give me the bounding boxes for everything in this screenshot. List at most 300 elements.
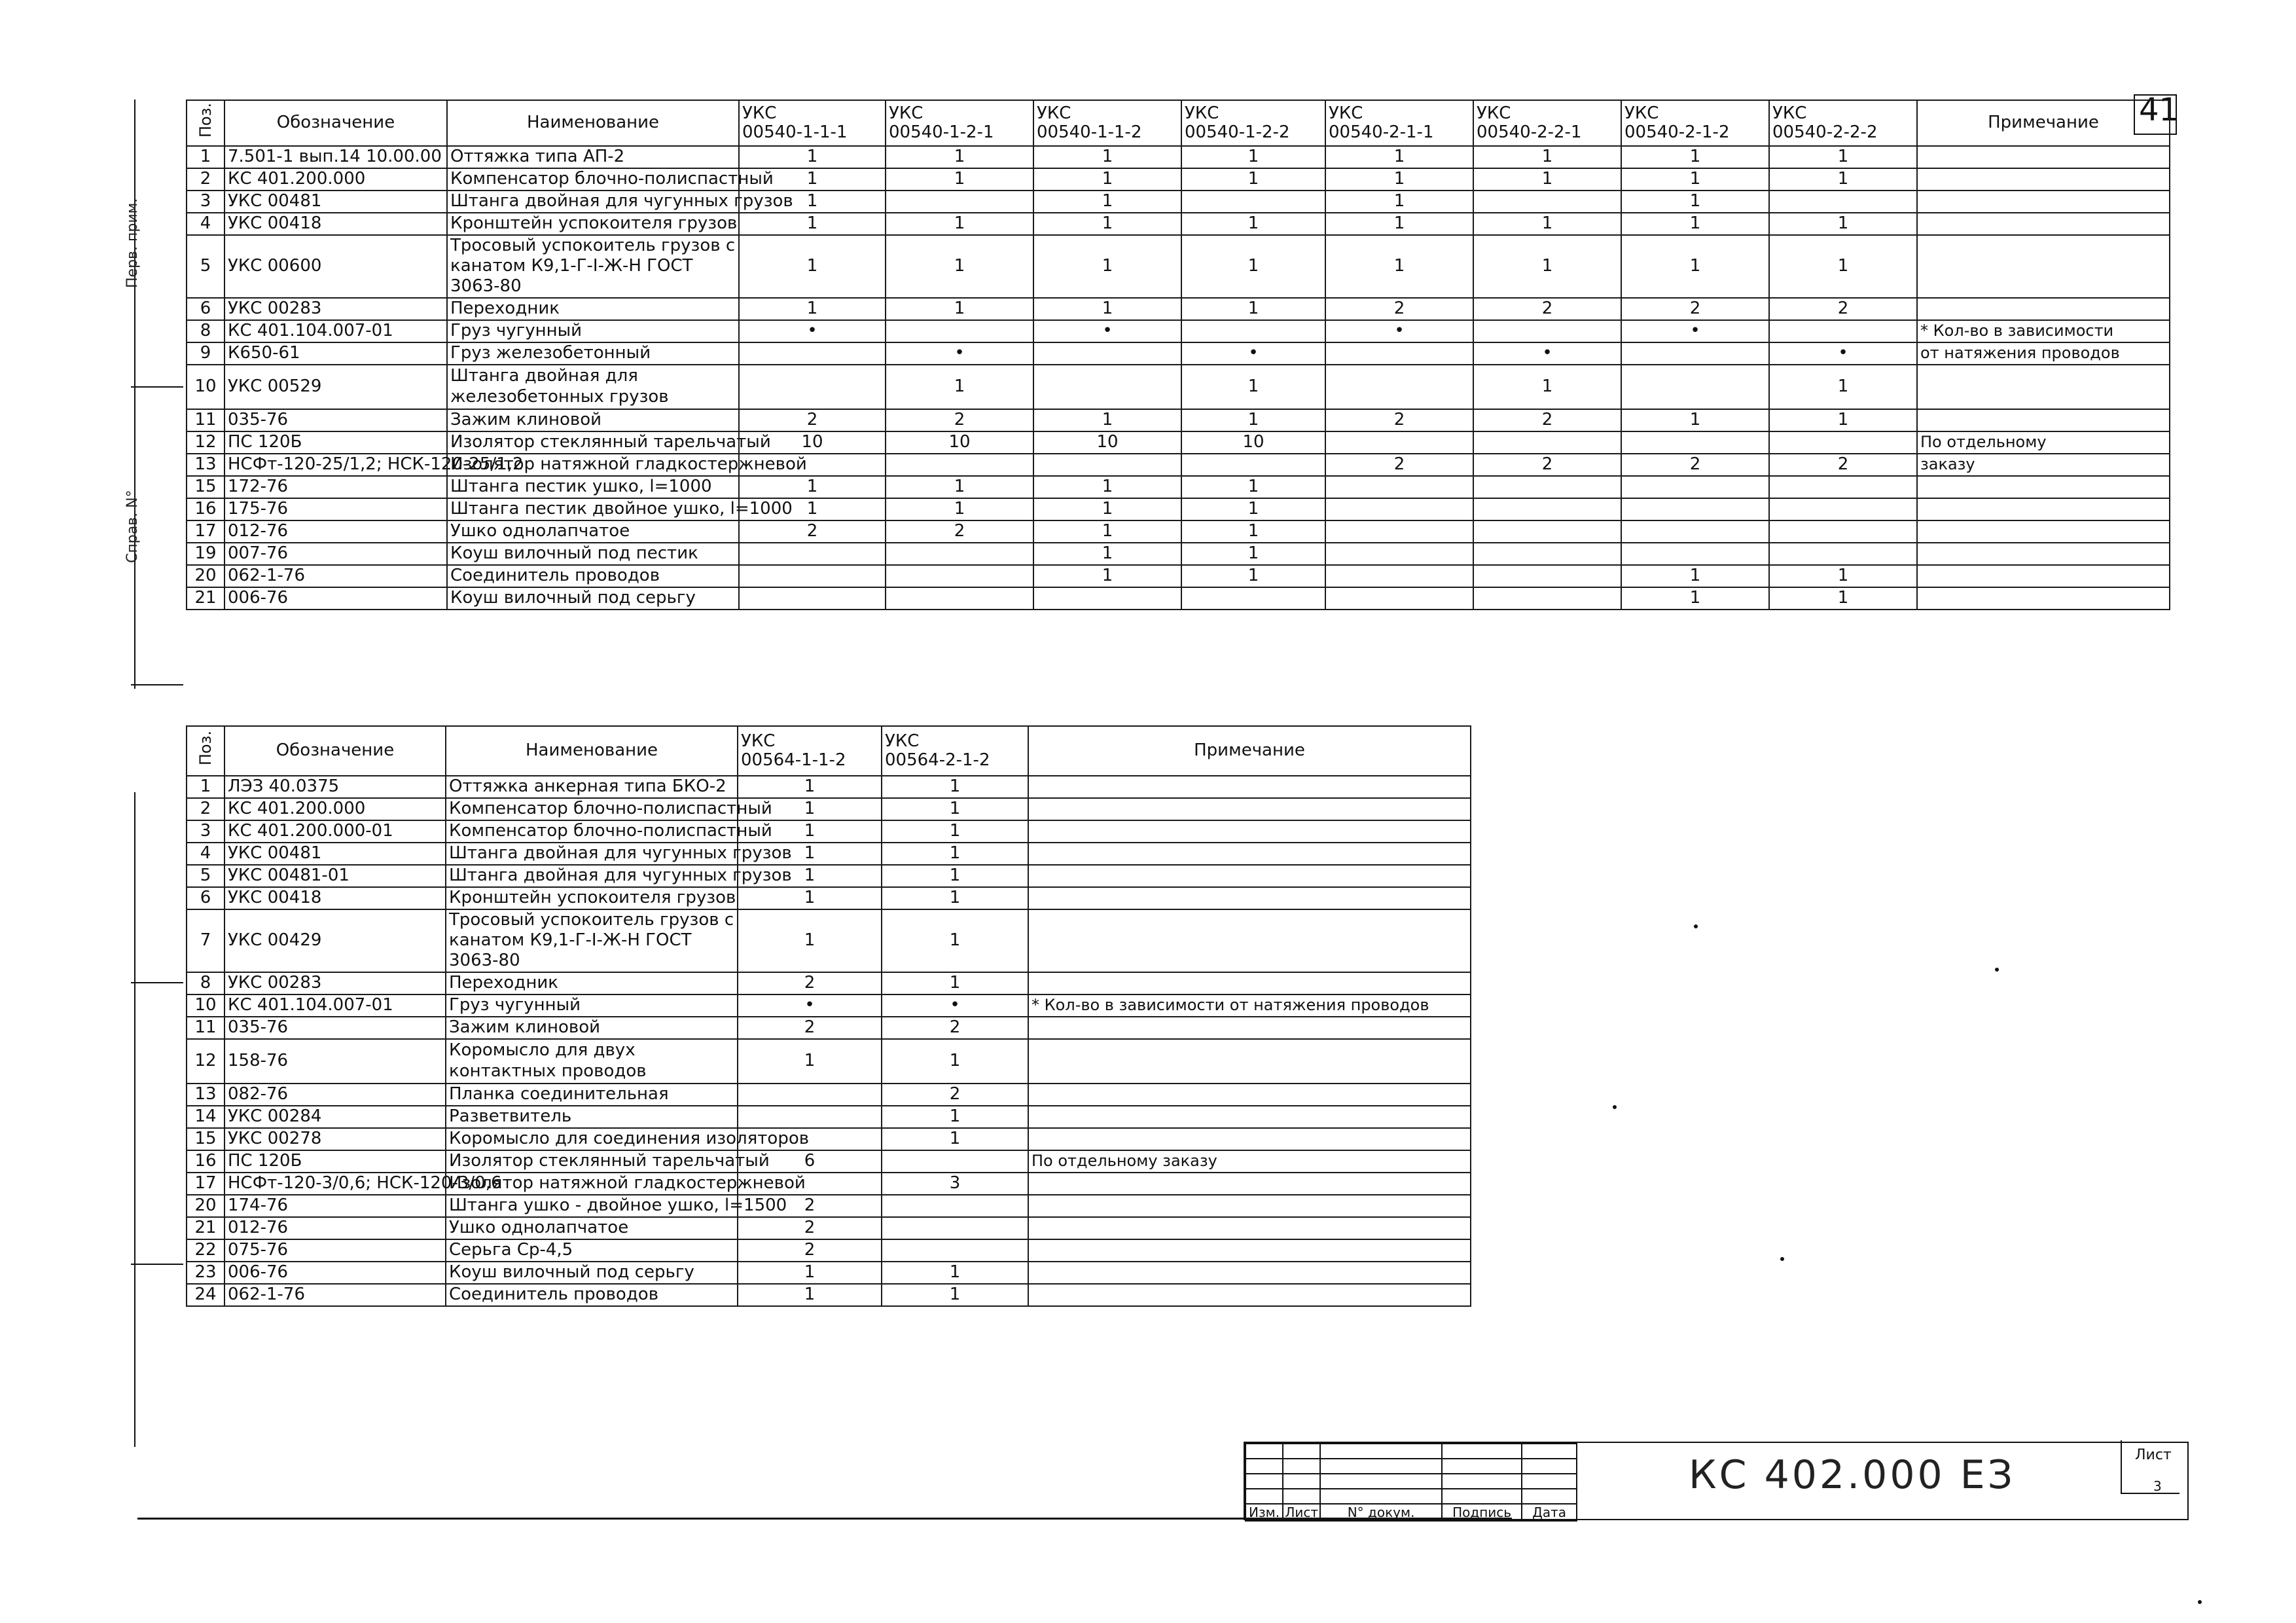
- qty-cell: 1: [882, 843, 1028, 865]
- qty-cell: 1: [886, 235, 1033, 298]
- name-cell: Соединитель проводов: [446, 1284, 738, 1306]
- variant-header: [738, 726, 882, 776]
- qty-cell: [882, 1239, 1028, 1262]
- name-cell: Кронштейн успокоителя грузов: [446, 887, 738, 909]
- table-row: [187, 887, 1471, 909]
- qty-cell: [1621, 431, 1769, 454]
- pos-header-text: Поз.: [196, 103, 215, 138]
- qty-cell: 1: [738, 798, 882, 820]
- table-1-header: [187, 100, 2170, 146]
- table-row: [187, 365, 2170, 409]
- qty-cell: [1473, 543, 1621, 565]
- designation-cell: УКС 00481: [224, 843, 446, 865]
- qty-cell: 1: [1473, 213, 1621, 235]
- designation-cell: 062-1-76: [224, 1284, 446, 1306]
- table-1-body: [187, 146, 2170, 610]
- pos-cell: 13: [187, 454, 224, 476]
- name-header: Наименование: [447, 100, 739, 146]
- pos-cell: 12: [187, 431, 224, 454]
- qty-cell: 1: [1325, 235, 1473, 298]
- qty-cell: [1325, 498, 1473, 520]
- qty-cell: [1769, 520, 1917, 543]
- table-row: [187, 843, 1471, 865]
- qty-cell: 2: [739, 520, 886, 543]
- qty-cell: 1: [739, 235, 886, 298]
- qty-cell: 1: [1621, 409, 1769, 431]
- designation-cell: 012-76: [224, 1217, 446, 1239]
- qty-cell: 1: [739, 498, 886, 520]
- designation-cell: К650-61: [224, 342, 447, 365]
- spec-table-1: [186, 100, 2170, 610]
- name-header: Наименование: [446, 726, 738, 776]
- note-cell: [1028, 972, 1471, 994]
- designation-cell: 172-76: [224, 476, 447, 498]
- name-cell: Изолятор натяжной гладкостержневой: [447, 454, 739, 476]
- note-cell: [1028, 1106, 1471, 1128]
- qty-cell: 1: [738, 843, 882, 865]
- note-cell: По отдельному заказу: [1028, 1150, 1471, 1173]
- qty-cell: 1: [1769, 409, 1917, 431]
- qty-cell: 2: [886, 409, 1033, 431]
- pos-cell: 24: [187, 1284, 224, 1306]
- stamp-label-sheet: Лист: [1283, 1504, 1320, 1521]
- variant-header-prefix: УКС: [1477, 103, 1511, 124]
- qty-cell: 1: [739, 191, 886, 213]
- qty-cell: 2: [1473, 409, 1621, 431]
- note-cell: [1917, 565, 2170, 587]
- qty-cell: 1: [886, 168, 1033, 191]
- note-cell: [1917, 168, 2170, 191]
- table-2-header: [187, 726, 1471, 776]
- variant-header-prefix: УКС: [1624, 103, 1659, 124]
- qty-cell: 1: [1181, 213, 1325, 235]
- qty-cell: [1325, 520, 1473, 543]
- pos-cell: 10: [187, 994, 224, 1017]
- designation-cell: 012-76: [224, 520, 447, 543]
- qty-cell: [1769, 320, 1917, 342]
- qty-cell: [1181, 320, 1325, 342]
- variant-header: [886, 100, 1033, 146]
- variant-header: [1621, 100, 1769, 146]
- qty-cell: 1: [882, 798, 1028, 820]
- name-cell: Разветвитель: [446, 1106, 738, 1128]
- designation-cell: КС 401.200.000: [224, 798, 446, 820]
- qty-cell: 1: [1033, 235, 1181, 298]
- qty-cell: 1: [1181, 476, 1325, 498]
- note-cell: [1028, 1239, 1471, 1262]
- qty-cell: 1: [882, 972, 1028, 994]
- qty-cell: 1: [1769, 146, 1917, 168]
- qty-cell: 1: [1621, 587, 1769, 610]
- name-cell: Зажим клиновой: [446, 1017, 738, 1039]
- designation-cell: 006-76: [224, 1262, 446, 1284]
- qty-cell: [1473, 565, 1621, 587]
- table-row: [187, 409, 2170, 431]
- qty-cell: [1473, 520, 1621, 543]
- pos-cell: 20: [187, 1195, 224, 1217]
- qty-cell: 1: [1325, 191, 1473, 213]
- qty-cell: 1: [1033, 168, 1181, 191]
- designation-cell: КС 401.104.007-01: [224, 320, 447, 342]
- note-cell: от натяжения проводов: [1917, 342, 2170, 365]
- variant-header-prefix: УКС: [1329, 103, 1363, 124]
- qty-cell: [739, 342, 886, 365]
- qty-cell: 1: [886, 476, 1033, 498]
- pos-cell: 11: [187, 1017, 224, 1039]
- designation-cell: 158-76: [224, 1039, 446, 1084]
- designation-cell: УКС 00529: [224, 365, 447, 409]
- pos-cell: 15: [187, 476, 224, 498]
- designation-cell: УКС 00481-01: [224, 865, 446, 887]
- designation-cell: 075-76: [224, 1239, 446, 1262]
- side-label-first-use: Перв. прим.: [124, 198, 141, 288]
- margin-tick: [131, 1264, 183, 1265]
- qty-cell: 2: [1621, 298, 1769, 320]
- table-row: [187, 909, 1471, 972]
- qty-cell: 1: [1181, 235, 1325, 298]
- pos-header: [187, 100, 224, 146]
- qty-cell: 1: [882, 865, 1028, 887]
- qty-cell: 2: [1473, 298, 1621, 320]
- qty-cell: 2: [1325, 454, 1473, 476]
- name-cell: Штанга двойная для чугунных грузов: [447, 191, 739, 213]
- note-cell: [1917, 191, 2170, 213]
- pos-cell: 7: [187, 909, 224, 972]
- name-cell: Компенсатор блочно-полиспастный: [446, 820, 738, 843]
- qty-cell: 1: [882, 1128, 1028, 1150]
- table-row: [187, 320, 2170, 342]
- qty-cell: •: [882, 994, 1028, 1017]
- pos-cell: 12: [187, 1039, 224, 1084]
- table-row: [187, 1128, 1471, 1150]
- table-row: [187, 431, 2170, 454]
- left-margin-line-2: [134, 792, 135, 1447]
- qty-cell: 1: [1473, 365, 1621, 409]
- table-row: [187, 146, 2170, 168]
- designation-cell: КС 401.104.007-01: [224, 994, 446, 1017]
- name-cell: Оттяжка типа АП-2: [447, 146, 739, 168]
- designation-cell: УКС 00283: [224, 298, 447, 320]
- name-cell: Изолятор натяжной гладкостержневой: [446, 1173, 738, 1195]
- pos-cell: 5: [187, 235, 224, 298]
- pos-cell: 4: [187, 843, 224, 865]
- qty-cell: 1: [738, 776, 882, 798]
- qty-cell: 1: [882, 909, 1028, 972]
- pos-cell: 2: [187, 798, 224, 820]
- sheet-number: 41: [2139, 92, 2179, 128]
- name-cell: Штанга двойная для железобетонных грузов: [447, 365, 739, 409]
- note-cell: [1028, 887, 1471, 909]
- variant-header-prefix: УКС: [889, 103, 924, 124]
- note-cell: [1028, 1128, 1471, 1150]
- name-cell: Оттяжка анкерная типа БКО-2: [446, 776, 738, 798]
- qty-cell: 1: [1769, 168, 1917, 191]
- qty-cell: [1033, 365, 1181, 409]
- variant-header-code: 00540-1-2-2: [1185, 122, 1290, 142]
- qty-cell: •: [1181, 342, 1325, 365]
- qty-cell: 1: [1769, 565, 1917, 587]
- qty-cell: 1: [1033, 565, 1181, 587]
- qty-cell: 1: [886, 213, 1033, 235]
- variant-header: [1325, 100, 1473, 146]
- variant-header: [882, 726, 1028, 776]
- name-cell: Коуш вилочный под серьгу: [446, 1262, 738, 1284]
- sheet-num: 3: [2153, 1478, 2162, 1494]
- qty-cell: [1033, 587, 1181, 610]
- qty-cell: 1: [1033, 213, 1181, 235]
- note-cell: [1028, 1084, 1471, 1106]
- table-row: [187, 498, 2170, 520]
- pos-cell: 17: [187, 520, 224, 543]
- qty-cell: 1: [1181, 168, 1325, 191]
- note-cell: * Кол-во в зависимости от натяжения проводов: [1028, 994, 1471, 1017]
- qty-cell: •: [1033, 320, 1181, 342]
- table-row: [187, 994, 1471, 1017]
- variant-header-code: 00540-2-1-2: [1624, 122, 1730, 142]
- pos-cell: 14: [187, 1106, 224, 1128]
- qty-cell: 1: [738, 1284, 882, 1306]
- table-row: [187, 820, 1471, 843]
- table-row: [187, 587, 2170, 610]
- name-cell: Переходник: [447, 298, 739, 320]
- note-cell: [1917, 498, 2170, 520]
- table-row: [187, 235, 2170, 298]
- name-cell: Изолятор стеклянный тарельчатый: [447, 431, 739, 454]
- pos-cell: 4: [187, 213, 224, 235]
- qty-cell: 2: [886, 520, 1033, 543]
- qty-cell: 1: [1621, 191, 1769, 213]
- qty-cell: •: [739, 320, 886, 342]
- qty-cell: [886, 191, 1033, 213]
- qty-cell: 1: [1033, 146, 1181, 168]
- note-cell: [1917, 298, 2170, 320]
- pos-cell: 3: [187, 820, 224, 843]
- note-cell: [1028, 1039, 1471, 1084]
- note-cell: [1028, 820, 1471, 843]
- variant-header-code: 00540-2-2-1: [1477, 122, 1582, 142]
- qty-cell: 1: [1181, 565, 1325, 587]
- revision-grid: [1245, 1443, 1577, 1522]
- pos-cell: 15: [187, 1128, 224, 1150]
- qty-cell: 1: [1181, 298, 1325, 320]
- qty-cell: 1: [1181, 498, 1325, 520]
- qty-cell: [1325, 431, 1473, 454]
- name-cell: Тросовый успокоитель грузов с канатом К9,1-Г-I-Ж-Н ГОСТ 3063-80: [447, 235, 739, 298]
- margin-tick: [131, 982, 183, 983]
- qty-cell: [1769, 498, 1917, 520]
- qty-cell: 1: [1181, 543, 1325, 565]
- variant-header-code: 00564-1-1-2: [741, 750, 846, 770]
- qty-cell: 10: [1181, 431, 1325, 454]
- table-row: [187, 1239, 1471, 1262]
- qty-cell: 1: [882, 776, 1028, 798]
- name-cell: Планка соединительная: [446, 1084, 738, 1106]
- pos-cell: 23: [187, 1262, 224, 1284]
- qty-cell: [1473, 587, 1621, 610]
- qty-cell: [739, 587, 886, 610]
- scan-speck: [1694, 924, 1698, 928]
- table-row: [187, 776, 1471, 798]
- qty-cell: 1: [738, 909, 882, 972]
- qty-cell: •: [738, 994, 882, 1017]
- qty-cell: [1473, 498, 1621, 520]
- qty-cell: 1: [739, 298, 886, 320]
- table-row: [187, 342, 2170, 365]
- note-cell: [1028, 1284, 1471, 1306]
- qty-cell: 1: [1473, 168, 1621, 191]
- table-row: [187, 972, 1471, 994]
- table-row: [187, 476, 2170, 498]
- table-row: [187, 298, 2170, 320]
- designation-cell: 062-1-76: [224, 565, 447, 587]
- name-cell: Груз чугунный: [446, 994, 738, 1017]
- qty-cell: [1181, 454, 1325, 476]
- qty-cell: 2: [739, 409, 886, 431]
- qty-cell: [738, 1106, 882, 1128]
- variant-header-prefix: УКС: [741, 731, 776, 752]
- designation-cell: НСФт-120-3/0,6; НСК-120-3/0,6: [224, 1173, 446, 1195]
- qty-cell: [739, 565, 886, 587]
- table-row: [187, 1284, 1471, 1306]
- table-row: [187, 191, 2170, 213]
- name-cell: Тросовый успокоитель грузов с канатом К9,1-Г-I-Ж-Н ГОСТ 3063-80: [446, 909, 738, 972]
- note-cell: По отдельному: [1917, 431, 2170, 454]
- note-cell: [1917, 146, 2170, 168]
- variant-header: [1473, 100, 1621, 146]
- name-cell: Компенсатор блочно-полиспастный: [447, 168, 739, 191]
- designation-cell: ЛЭЗ 40.0375: [224, 776, 446, 798]
- name-cell: Штанга двойная для чугунных грузов: [446, 865, 738, 887]
- name-cell: Переходник: [446, 972, 738, 994]
- qty-cell: [882, 1195, 1028, 1217]
- qty-cell: [1325, 476, 1473, 498]
- qty-cell: 1: [739, 476, 886, 498]
- table-row: [187, 168, 2170, 191]
- designation-cell: УКС 00600: [224, 235, 447, 298]
- qty-cell: 2: [738, 1195, 882, 1217]
- qty-cell: 6: [738, 1150, 882, 1173]
- qty-cell: [1621, 342, 1769, 365]
- table-row: [187, 543, 2170, 565]
- margin-tick: [131, 386, 183, 388]
- stamp-label-signature: Подпись: [1442, 1504, 1522, 1521]
- note-cell: [1917, 235, 2170, 298]
- qty-cell: 1: [1033, 543, 1181, 565]
- qty-cell: 3: [882, 1173, 1028, 1195]
- note-cell: [1028, 776, 1471, 798]
- scan-speck: [1613, 1105, 1617, 1109]
- note-cell: [1028, 798, 1471, 820]
- name-cell: Груз железобетонный: [447, 342, 739, 365]
- pos-cell: 6: [187, 298, 224, 320]
- note-cell: [1028, 1217, 1471, 1239]
- name-cell: Штанга пестик двойное ушко, l=1000: [447, 498, 739, 520]
- designation-cell: ПС 120Б: [224, 431, 447, 454]
- qty-cell: 1: [1473, 235, 1621, 298]
- notes-header: Примечание: [1917, 100, 2170, 146]
- qty-cell: 1: [1621, 168, 1769, 191]
- qty-cell: 1: [739, 168, 886, 191]
- table-row: [187, 865, 1471, 887]
- qty-cell: 1: [1033, 191, 1181, 213]
- designation-cell: УКС 00284: [224, 1106, 446, 1128]
- designation-cell: 007-76: [224, 543, 447, 565]
- pos-cell: 13: [187, 1084, 224, 1106]
- designation-cell: 174-76: [224, 1195, 446, 1217]
- table-row: [187, 1039, 1471, 1084]
- name-cell: Соединитель проводов: [447, 565, 739, 587]
- designation-cell: НСФт-120-25/1,2; НСК-120-25/1,2: [224, 454, 447, 476]
- qty-cell: 2: [882, 1084, 1028, 1106]
- note-cell: [1917, 587, 2170, 610]
- name-cell: Зажим клиновой: [447, 409, 739, 431]
- qty-cell: 1: [1621, 565, 1769, 587]
- designation-cell: 035-76: [224, 409, 447, 431]
- note-cell: [1917, 543, 2170, 565]
- qty-cell: 10: [739, 431, 886, 454]
- qty-cell: 10: [886, 431, 1033, 454]
- left-margin-line: [134, 100, 135, 689]
- variant-header-code: 00540-1-1-1: [742, 122, 848, 142]
- pos-cell: 8: [187, 972, 224, 994]
- designation-cell: 006-76: [224, 587, 447, 610]
- qty-cell: 1: [882, 887, 1028, 909]
- qty-cell: 2: [738, 1239, 882, 1262]
- designation-cell: УКС 00283: [224, 972, 446, 994]
- qty-cell: 2: [738, 1017, 882, 1039]
- name-cell: Штанга двойная для чугунных грузов: [446, 843, 738, 865]
- designation-cell: УКС 00418: [224, 213, 447, 235]
- qty-cell: 1: [882, 1106, 1028, 1128]
- note-cell: [1917, 520, 2170, 543]
- qty-cell: [886, 565, 1033, 587]
- qty-cell: [1181, 191, 1325, 213]
- qty-cell: 1: [1473, 146, 1621, 168]
- pos-header: [187, 726, 224, 776]
- sheet-label: Лист: [2135, 1447, 2172, 1463]
- qty-cell: [882, 1150, 1028, 1173]
- qty-cell: 1: [1621, 235, 1769, 298]
- qty-cell: 2: [882, 1017, 1028, 1039]
- qty-cell: 1: [1769, 587, 1917, 610]
- qty-cell: 1: [1181, 365, 1325, 409]
- qty-cell: 1: [1033, 498, 1181, 520]
- qty-cell: 1: [1325, 146, 1473, 168]
- qty-cell: 1: [1325, 213, 1473, 235]
- name-cell: Серьга Ср-4,5: [446, 1239, 738, 1262]
- designation-cell: КС 401.200.000-01: [224, 820, 446, 843]
- qty-cell: •: [1325, 320, 1473, 342]
- scan-speck: [1780, 1257, 1784, 1261]
- variant-header-prefix: УКС: [1185, 103, 1219, 124]
- note-cell: [1028, 865, 1471, 887]
- qty-cell: [886, 587, 1033, 610]
- name-cell: Коромысло для соединения изоляторов: [446, 1128, 738, 1150]
- qty-cell: [1621, 365, 1769, 409]
- pos-cell: 21: [187, 587, 224, 610]
- qty-cell: 1: [739, 213, 886, 235]
- qty-cell: 1: [1033, 409, 1181, 431]
- note-cell: [1028, 843, 1471, 865]
- table-row: [187, 1106, 1471, 1128]
- qty-cell: [1621, 543, 1769, 565]
- pos-cell: 16: [187, 1150, 224, 1173]
- pos-cell: 10: [187, 365, 224, 409]
- table-row: [187, 1017, 1471, 1039]
- qty-cell: 1: [738, 820, 882, 843]
- qty-cell: [1325, 342, 1473, 365]
- qty-cell: 2: [738, 972, 882, 994]
